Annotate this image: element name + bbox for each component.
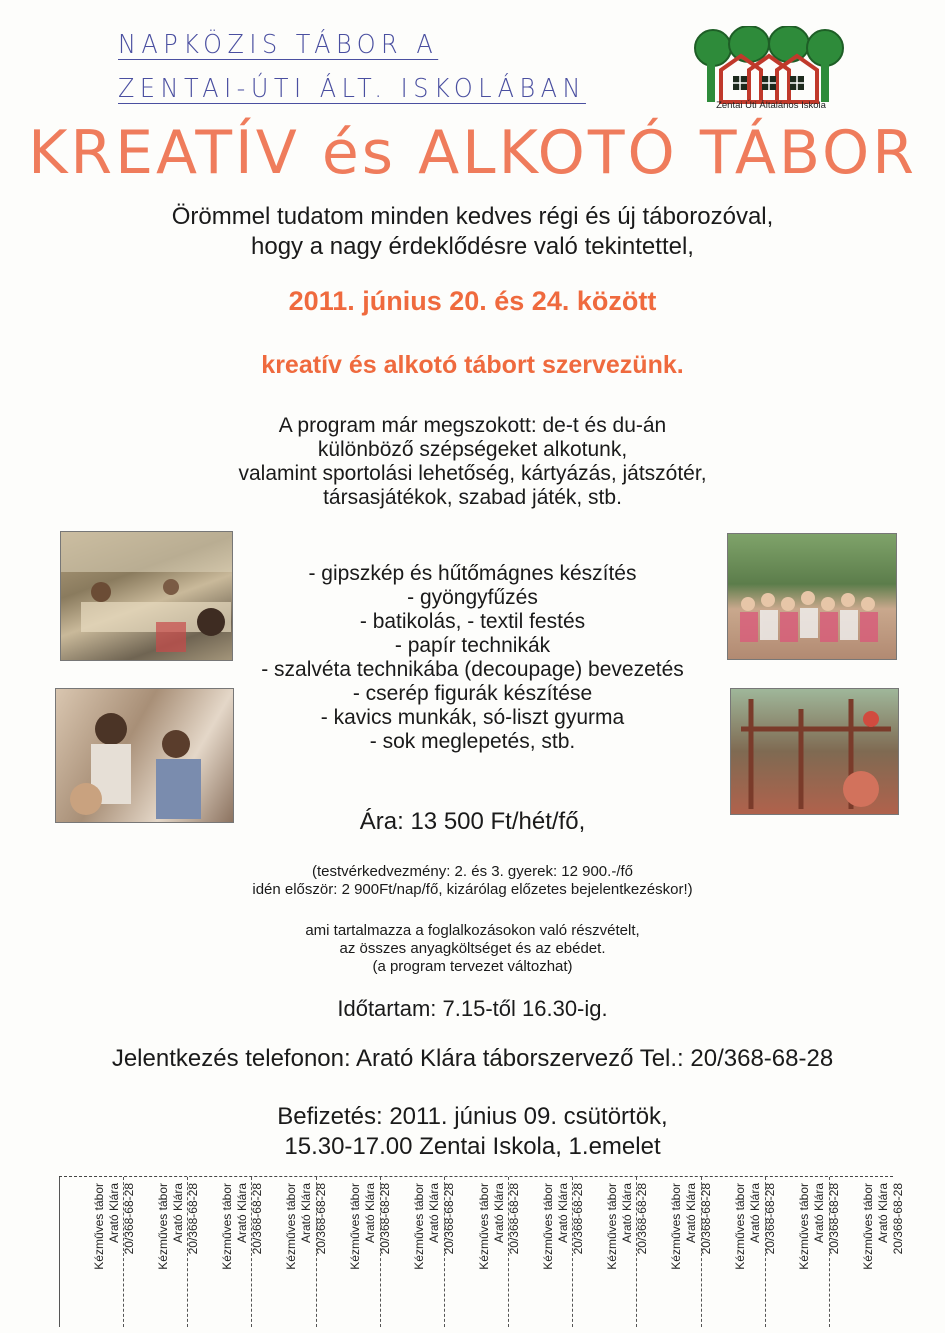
- tearoff-tab[interactable]: [636, 1177, 713, 1327]
- activity-item: - gipszkép és hűtőmágnes készítés: [308, 562, 637, 585]
- activity-item: - papír technikák: [394, 634, 551, 657]
- date-line: 2011. június 20. és 24. között: [288, 286, 657, 316]
- tearoff-text-l2: Arató Klára: [876, 1183, 891, 1244]
- tearoff-text-l1: Kézműves tábor: [412, 1183, 427, 1270]
- tearoff-strips: [59, 1176, 906, 1325]
- tearoff-tab[interactable]: [572, 1177, 649, 1327]
- tearoff-text-l3: 20/368-68-28: [506, 1183, 521, 1255]
- activity-item: - kavics munkák, só-liszt gyurma: [320, 706, 625, 729]
- activity-item: - gyöngyfűzés: [407, 586, 538, 609]
- tearoff-text-l1: Kézműves tábor: [604, 1183, 619, 1270]
- tearoff-text-l1: Kézműves tábor: [476, 1183, 491, 1270]
- tearoff-tab[interactable]: [444, 1177, 521, 1327]
- school-houses-trees-icon: [693, 26, 845, 106]
- tearoff-tab[interactable]: [59, 1177, 136, 1327]
- tearoff-text-l1: Kézműves tábor: [861, 1183, 876, 1270]
- discount-line-2: idén először: 2 900Ft/nap/fő, kizárólag előzetes bejelentkezéskor!): [252, 881, 693, 898]
- tearoff-text-l3: 20/368-68-28: [634, 1183, 649, 1255]
- payment-line-2: 15.30-17.00 Zentai Iskola, 1.emelet: [284, 1133, 661, 1160]
- tearoff-text-l2: Arató Klára: [106, 1183, 121, 1244]
- tearoff-text-l2: Arató Klára: [363, 1183, 378, 1244]
- intro-line-2: hogy a nagy érdeklődésre való tekintettel,: [251, 233, 694, 260]
- tearoff-text-l2: Arató Klára: [619, 1183, 634, 1244]
- tearoff-text-l1: Kézműves tábor: [219, 1183, 234, 1270]
- tearoff-tab[interactable]: [701, 1177, 778, 1327]
- activity-item: - cserép figurák készítése: [352, 682, 593, 705]
- tearoff-text-l3: 20/368-68-28: [763, 1183, 778, 1255]
- intro-line-1: Örömmel tudatom minden kedves régi és új táborozóval,: [171, 203, 774, 230]
- tearoff-text-l1: Kézműves tábor: [733, 1183, 748, 1270]
- tearoff-text-l1: Kézműves tábor: [540, 1183, 555, 1270]
- tearoff-tab[interactable]: [316, 1177, 393, 1327]
- tearoff-tab[interactable]: [251, 1177, 329, 1327]
- tearoff-text-l1: Kézműves tábor: [155, 1183, 170, 1270]
- tearoff-tab[interactable]: [187, 1177, 264, 1327]
- discount-line-1: (testvérkedvezmény: 2. és 3. gyerek: 12 900.-/fő: [312, 863, 633, 880]
- payment-line-1: Befizetés: 2011. június 09. csütörtök,: [277, 1103, 668, 1130]
- tearoff-text-l3: 20/368-68-28: [442, 1183, 457, 1255]
- registration-line: Jelentkezés telefonon: Arató Klára táborszervező Tel.: 20/368-68-28: [111, 1045, 834, 1072]
- tearoff-tab[interactable]: [829, 1177, 906, 1327]
- activity-item: - batikolás, - textil festés: [359, 610, 586, 633]
- logo-caption: Zentai Úti Általános Iskola: [716, 100, 826, 111]
- tearoff-text-l1: Kézműves tábor: [797, 1183, 812, 1270]
- header-line-1: NAPKÖZIS TÁBOR A: [118, 30, 439, 60]
- tearoff-text-l1: Kézműves tábor: [91, 1183, 106, 1270]
- activity-item: - szalvéta technikába (decoupage) bevezetés: [261, 658, 684, 681]
- tearoff-text-l2: Arató Klára: [427, 1183, 442, 1244]
- tearoff-text-l2: Arató Klára: [683, 1183, 698, 1244]
- duration-line: Időtartam: 7.15-től 16.30-ig.: [337, 996, 608, 1021]
- includes-line-2: az összes anyagköltséget és az ebédet.: [339, 940, 606, 957]
- program-line-1: A program már megszokott: de-t és du-án: [278, 414, 667, 437]
- activity-item: - sok meglepetés, stb.: [369, 730, 576, 753]
- program-line-2: különböző szépségeket alkotunk,: [317, 438, 628, 461]
- tearoff-tab[interactable]: [508, 1177, 585, 1327]
- program-line-4: társasjátékok, szabad játék, stb.: [323, 486, 622, 509]
- tearoff-text-l3: 20/368-68-28: [891, 1183, 906, 1255]
- includes-line-3: (a program tervezet változhat): [372, 958, 573, 975]
- tearoff-text-l3: 20/368-68-28: [570, 1183, 585, 1255]
- tearoff-text-l3: 20/368-68-28: [249, 1183, 264, 1255]
- tearoff-text-l2: Arató Klára: [491, 1183, 506, 1244]
- tearoff-text-l1: Kézműves tábor: [284, 1183, 299, 1270]
- tearoff-text-l2: Arató Klára: [555, 1183, 570, 1244]
- tearoff-text-l2: Arató Klára: [748, 1183, 763, 1244]
- tearoff-text-l3: 20/368-68-28: [185, 1183, 200, 1255]
- tearoff-text-l2: Arató Klára: [812, 1183, 827, 1244]
- tearoff-text-l1: Kézműves tábor: [348, 1183, 363, 1270]
- program-line-3: valamint sportolási lehetőség, kártyázás, játszótér,: [238, 462, 707, 485]
- includes-line-1: ami tartalmazza a foglalkozásokon való részvételt,: [305, 922, 640, 939]
- tearoff-tab[interactable]: [123, 1177, 200, 1327]
- tearoff-text-l3: 20/368-68-28: [378, 1183, 393, 1255]
- tearoff-text-l1: Kézműves tábor: [668, 1183, 683, 1270]
- tearoff-text-l2: Arató Klára: [170, 1183, 185, 1244]
- tearoff-tab[interactable]: [380, 1177, 457, 1327]
- tearoff-text-l2: Arató Klára: [234, 1183, 249, 1244]
- price-line: Ára: 13 500 Ft/hét/fő,: [359, 808, 586, 835]
- header-line-2: ZENTAI-ÚTI ÁLT. ISKOLÁBAN: [118, 74, 586, 104]
- tearoff-text-l3: 20/368-68-28: [314, 1183, 329, 1255]
- page-title: KREATÍV és ALKOTÓ TÁBOR: [28, 118, 917, 188]
- organize-line: kreatív és alkotó tábort szervezünk.: [261, 351, 684, 379]
- tearoff-text-l3: 20/368-68-28: [698, 1183, 713, 1255]
- tearoff-tab[interactable]: [765, 1177, 842, 1327]
- tearoff-text-l3: 20/368-68-28: [121, 1183, 136, 1255]
- tearoff-text-l2: Arató Klára: [299, 1183, 314, 1244]
- tearoff-text-l3: 20/368-68-28: [827, 1183, 842, 1255]
